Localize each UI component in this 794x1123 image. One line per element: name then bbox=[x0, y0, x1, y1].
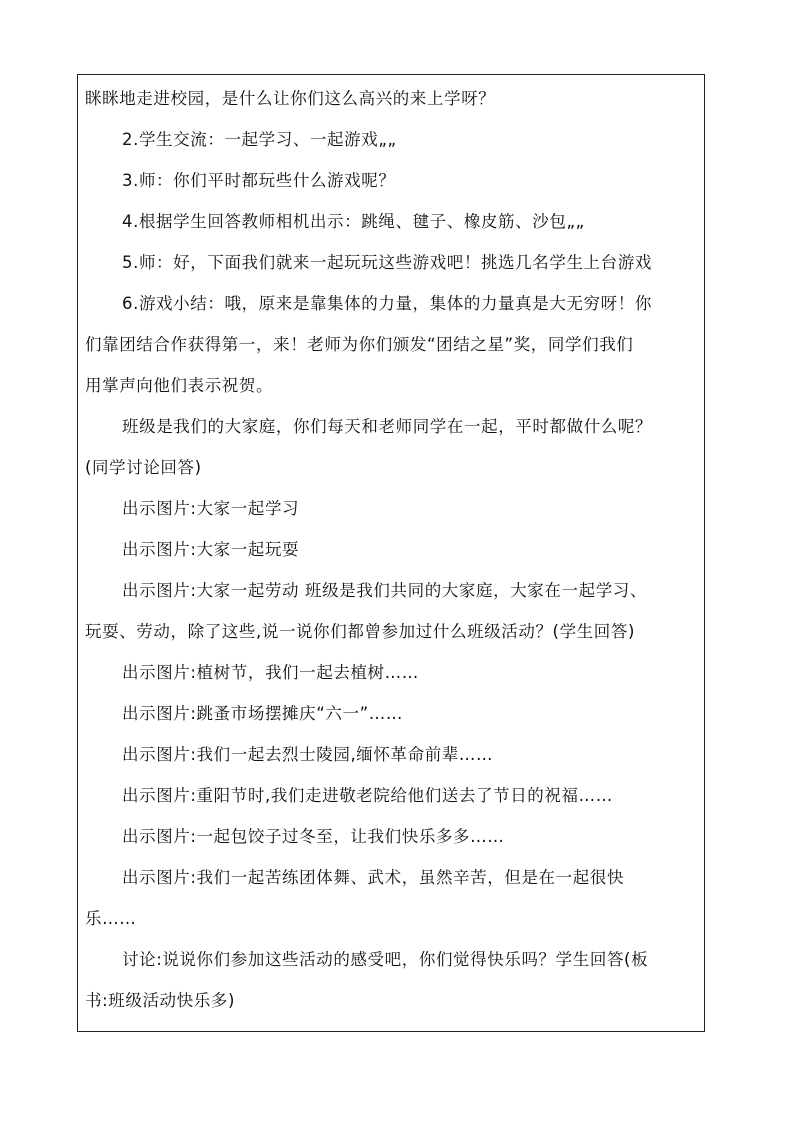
text-line: 2.学生交流：一起学习、一起游戏„„ bbox=[122, 130, 397, 149]
text-line: 眯眯地走进校园，是什么让你们这么高兴的来上学呀？ bbox=[85, 89, 496, 108]
text-line: 讨论:说说你们参加这些活动的感受吧，你们觉得快乐吗？学生回答(板 bbox=[122, 950, 649, 969]
text-line: 6.游戏小结：哦，原来是靠集体的力量，集体的力量真是大无穷呀！你 bbox=[122, 294, 652, 313]
text-line: 出示图片:重阳节时,我们走进敬老院给他们送去了节日的祝福…… bbox=[122, 786, 613, 805]
text-line: 班级是我们的大家庭，你们每天和老师同学在一起，平时都做什么呢？ bbox=[122, 417, 653, 436]
text-line: 出示图片:植树节，我们一起去植树…… bbox=[122, 663, 419, 682]
text-line: 3.师：你们平时都玩些什么游戏呢？ bbox=[122, 171, 396, 190]
text-line: 出示图片:大家一起玩耍 bbox=[122, 540, 300, 559]
text-line: 们靠团结合作获得第一，来！老师为你们颁发“团结之星”奖，同学们我们 bbox=[85, 335, 634, 354]
text-line: 出示图片:大家一起学习 bbox=[122, 499, 300, 518]
text-line: 乐…… bbox=[85, 909, 137, 928]
text-line: 出示图片:跳蚤市场摆摊庆“六一”…… bbox=[122, 704, 403, 723]
text-line: 出示图片:一起包饺子过冬至，让我们快乐多多…… bbox=[122, 827, 505, 846]
text-line: 出示图片:大家一起劳动 班级是我们共同的大家庭，大家在一起学习、 bbox=[122, 581, 648, 600]
text-line: 5.师：好，下面我们就来一起玩玩这些游戏吧！挑选几名学生上台游戏 bbox=[122, 253, 652, 272]
text-line: 4.根据学生回答教师相机出示：跳绳、毽子、橡皮筋、沙包„„ bbox=[122, 212, 585, 231]
text-line: 书:班级活动快乐多) bbox=[85, 991, 235, 1010]
text-line: 用掌声向他们表示祝贺。 bbox=[85, 376, 274, 395]
text-line: 出示图片:我们一起去烈士陵园,缅怀革命前辈…… bbox=[122, 745, 494, 764]
text-line: 出示图片:我们一起苦练团体舞、武术，虽然辛苦，但是在一起很快 bbox=[122, 868, 625, 887]
text-line: (同学讨论回答) bbox=[85, 458, 202, 477]
text-line: 玩耍、劳动，除了这些,说一说你们都曾参加过什么班级活动？(学生回答) bbox=[85, 622, 636, 641]
